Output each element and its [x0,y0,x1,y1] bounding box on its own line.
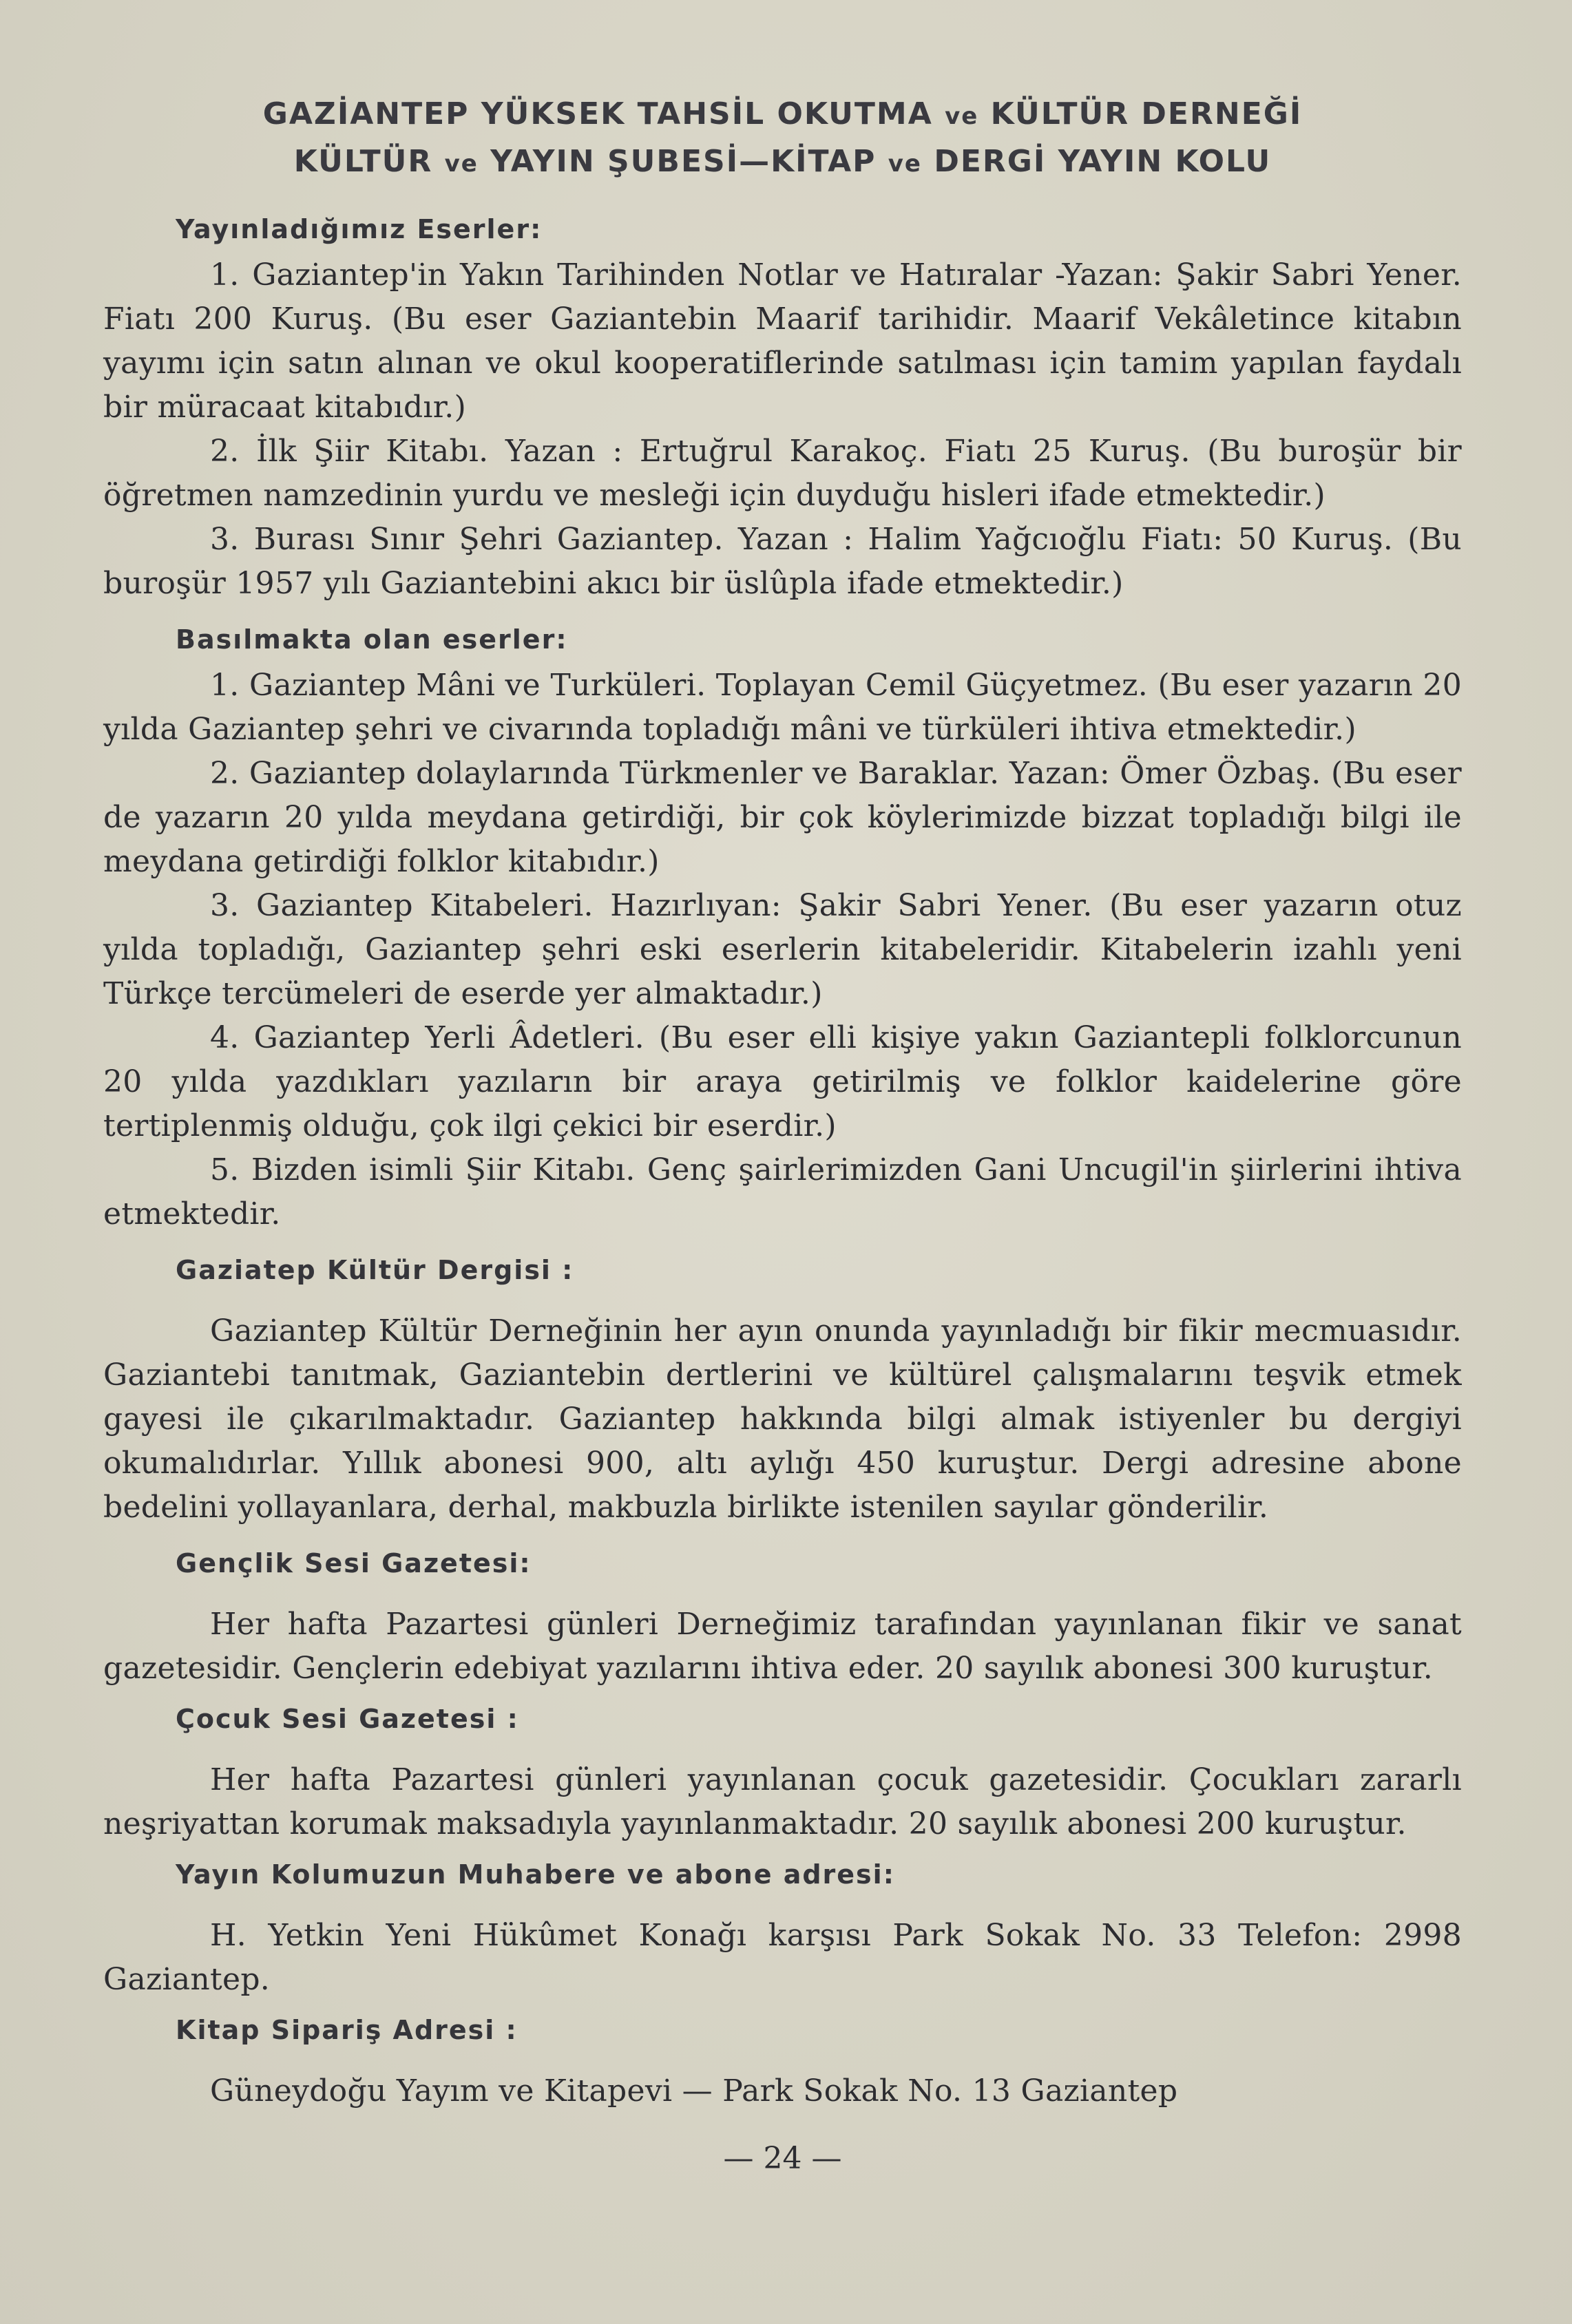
header-line-1-ve: ve [945,103,979,130]
child-text: Her hafta Pazartesi günleri yayınlanan çocuk gazetesidir. Çocukları zararlı neşriyattan korumak maksadıyla yayınlanmaktadır. 20 sayılık abonesi 200 kuruştur. [103,1762,1462,1841]
header-line-2-ve-2: ve [888,150,922,178]
section-title-order: Kitap Sipariş Adresi : [176,2015,518,2045]
header-line-2-b: YAYIN ŞUBESİ—KİTAP [490,144,877,179]
in-print-item-5: 5. Bizden isimli Şiir Kitabı. Genç şairlerimizden Gani Uncugil'in şiirlerini ihtiva etmektedir. [103,1152,1462,1232]
header-line-2-ve-1: ve [444,150,479,178]
contact-text: H. Yetkin Yeni Hükûmet Konağı karşısı Park Sokak No. 33 Telefon: 2998 Gaziantep. [103,1918,1462,1997]
section-title-contact: Yayın Kolumuzun Muhabere ve abone adresi: [176,1859,895,1890]
header-line-1-b: KÜLTÜR DERNEĞİ [990,96,1303,131]
published-item-3: 3. Burası Sınır Şehri Gaziantep. Yazan : Halim Yağcıoğlu Fiatı: 50 Kuruş. (Bu buroşür 1957 yılı Gaziantebini akıcı bir üslûpla ifade etmektedir.) [103,522,1462,601]
in-print-item-4: 4. Gaziantep Yerli Âdetleri. (Bu eser elli kişiye yakın Gaziantepli folklorcunun 20 yılda yazdıkları yazıların bir araya getirilmiş ve folklor kaidelerine göre tertiplenmiş olduğu, çok ilgi çekici bir eserdir.) [103,1020,1462,1143]
order-text: Güneydoğu Yayım ve Kitapevi — Park Sokak No. 13 Gaziantep [210,2073,1178,2109]
section-title-published: Yayınladığımız Eserler: [176,214,543,244]
header-line-2 [103,144,1462,179]
section-title-magazine: Gaziatep Kültür Dergisi : [176,1255,574,1285]
magazine-text: Gaziantep Kültür Derneğinin her ayın onunda yayınladığı bir fikir mecmuasıdır. Gaziantebi tanıtmak, Gaziantebin dertlerini ve kültürel çalışmalarını teşvik etmek gayesi ile çıkarılmaktadır. Gaziantep hakkında bilgi almak istiyenler bu dergiyi okumalıdırlar. Yıllık abonesi 900, altı aylığı 450 kuruştur. Dergi adresine abone bedelini yollayanlara, derhal, makbuzla birlikte istenilen sayılar gönderilir. [103,1313,1462,1525]
published-item-1: 1. Gaziantep'in Yakın Tarihinden Notlar ve Hatıralar -Yazan: Şakir Sabri Yener. Fiatı 200 Kuruş. (Bu eser Gaziantebin Maarif tarihidir. Maarif Vekâletince kitabın yayımı için satın alınan ve okul kooperatiflerinde satılması için tamim yapılan faydalı bir müracaat kitabıdır.) [103,257,1462,425]
header-line-1 [103,96,1462,131]
section-title-youth: Gençlik Sesi Gazetesi: [176,1548,532,1578]
youth-text: Her hafta Pazartesi günleri Derneğimiz tarafından yayınlanan fikir ve sanat gazetesidir. Gençlerin edebiyat yazılarını ihtiva eder. 20 sayılık abonesi 300 kuruştur. [103,1607,1462,1686]
in-print-item-3: 3. Gaziantep Kitabeleri. Hazırlıyan: Şakir Sabri Yener. (Bu eser yazarın otuz yılda topladığı, Gaziantep şehri eski eserlerin kitabeleridir. Kitabelerin izahlı yeni Türkçe tercümeleri de eserde yer almaktadır.) [103,888,1462,1011]
section-title-in-print: Basılmakta olan eserler: [176,624,568,655]
in-print-item-1: 1. Gaziantep Mâni ve Turküleri. Toplayan Cemil Güçyetmez. (Bu eser yazarın 20 yılda Gaziantep şehri ve civarında topladığı mâni ve türküleri ihtiva etmektedir.) [103,668,1462,747]
header-line-2-a: KÜLTÜR [293,144,433,179]
header-line-1-a: GAZİANTEP YÜKSEK TAHSİL OKUTMA [262,96,933,131]
section-title-child: Çocuk Sesi Gazetesi : [176,1704,519,1734]
page-number: — 24 — [723,2141,842,2176]
in-print-item-2: 2. Gaziantep dolaylarında Türkmenler ve Baraklar. Yazan: Ömer Özbaş. (Bu eser de yazarın 20 yılda meydana getirdiği, bir çok köylerimizde bizzat topladığı bilgi ile meydana getirdiği folklor kitabıdır.) [103,756,1462,879]
published-item-2: 2. İlk Şiir Kitabı. Yazan : Ertuğrul Karakoç. Fiatı 25 Kuruş. (Bu buroşür bir öğretmen namzedinin yurdu ve mesleği için duyduğu hisleri ifade etmektedir.) [103,434,1462,513]
header-line-2-c: DERGİ YAYIN KOLU [934,144,1272,179]
